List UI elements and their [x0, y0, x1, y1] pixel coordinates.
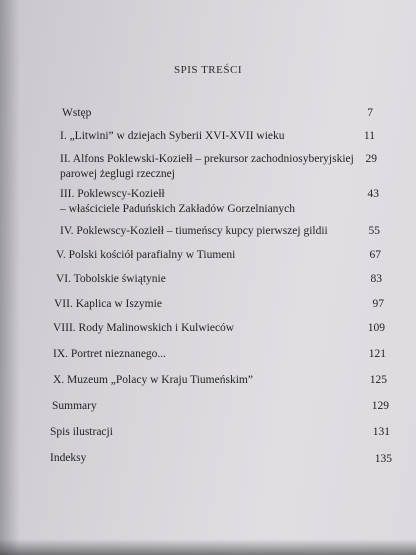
toc-title: SPIS TREŚCI: [174, 64, 242, 76]
toc-entry-page: 7: [367, 107, 373, 119]
toc-entry-label: IV. Poklewscy-Koziełł – tiumeńscy kupcy pierwszej gildii: [60, 225, 328, 237]
toc-entry-label: X. Muzeum „Polacy w Kraju Tiumeńskim”: [53, 374, 253, 386]
toc-entry-label: VII. Kaplica w Iszymie: [54, 298, 162, 310]
toc-entry-label-continued: parowej żeglugi rzecznej: [60, 168, 175, 180]
toc-entry-page: 55: [368, 225, 380, 237]
toc-entry-label: Indeksy: [50, 452, 87, 464]
toc-entry-label: V. Polski kościół parafialny w Tiumeni: [56, 249, 236, 261]
page-edge-shadow: [0, 0, 20, 555]
toc-entry-page: 131: [372, 426, 390, 438]
toc-entry-page: 11: [363, 130, 375, 142]
toc-entry-page: 67: [369, 249, 381, 261]
toc-entry-page: 109: [367, 322, 385, 334]
toc-entry-page: 121: [368, 348, 386, 360]
toc-entry-label: Summary: [52, 400, 97, 412]
toc-entry-page: 29: [365, 153, 377, 165]
toc-entry-label: I. „Litwini” w dziejach Syberii XVI-XVII wieku: [60, 130, 285, 142]
toc-entry-page: 97: [372, 298, 384, 310]
toc-entry-page: 129: [371, 400, 389, 412]
toc-entry-page: 83: [370, 273, 382, 285]
toc-entry-label: IX. Portret nieznanego...: [53, 348, 167, 360]
toc-entry-page: 125: [369, 374, 387, 386]
page-bottom-shadow: [0, 539, 416, 555]
toc-entry-label: Spis ilustracji: [50, 426, 113, 438]
toc-entry-label: VIII. Rody Malinowskich i Kulwieców: [53, 322, 235, 334]
toc-entry-label: Wstęp: [62, 107, 92, 119]
toc-entry-label: VI. Tobolskie świątynie: [56, 273, 166, 285]
toc-entry-page: 43: [367, 188, 379, 200]
toc-entry-label: II. Alfons Poklewski-Koziełł – prekursor zachodniosyberyjskiej: [60, 153, 354, 165]
toc-entry-label: III. Poklewscy-Koziełł: [60, 188, 165, 200]
toc-entry-label-continued: – właściciele Paduńskich Zakładów Gorzelnianych: [60, 203, 296, 215]
toc-entry-page: 135: [374, 453, 392, 465]
